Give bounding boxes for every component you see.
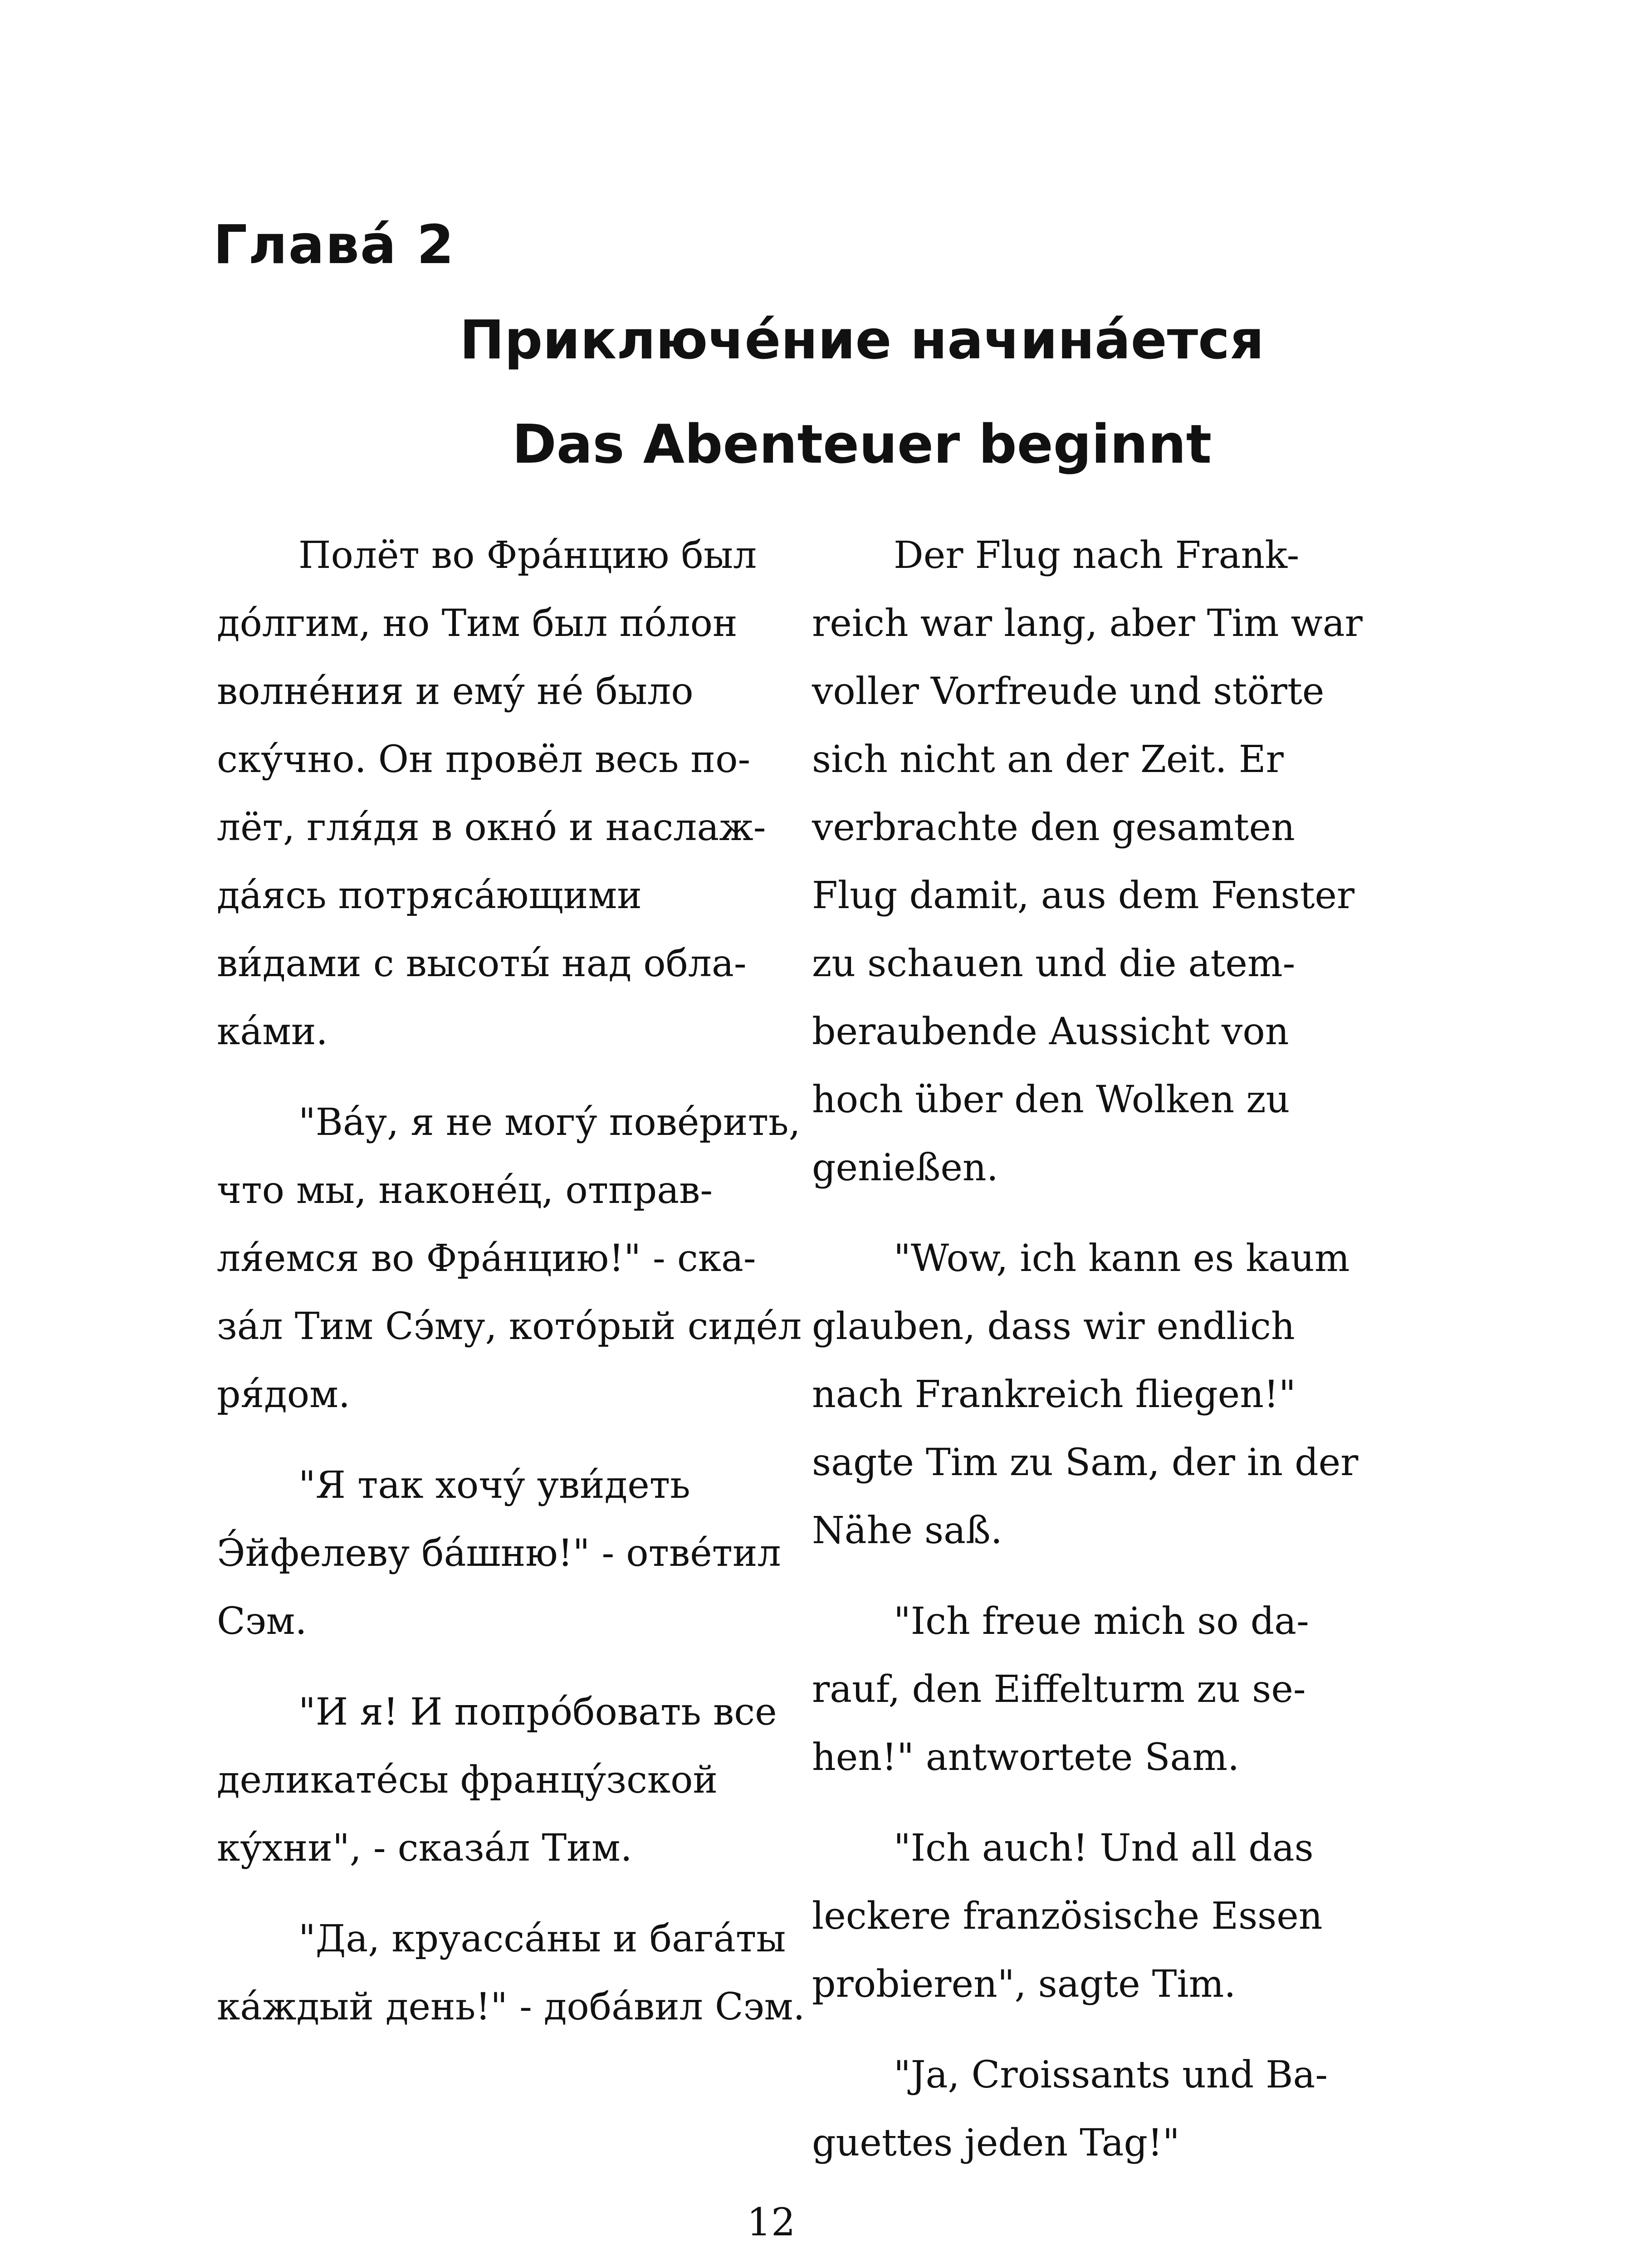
german-text-line: hoch über den Wolken zu bbox=[812, 1078, 1290, 1121]
german-text-line: rauf, den Eiffelturm zu se- bbox=[812, 1668, 1306, 1711]
russian-text-line: ску́чно. Он провёл весь по- bbox=[217, 738, 751, 781]
russian-text-line: Э́йфелеву ба́шню!" - отве́тил bbox=[217, 1532, 781, 1575]
german-paragraph bbox=[812, 522, 1363, 1202]
page-number: 12 bbox=[747, 2200, 796, 2244]
russian-text-line: ка́ждый день!" - доба́вил Сэм. bbox=[217, 1985, 805, 2028]
german-text-line: leckere französische Essen bbox=[812, 1895, 1323, 1938]
german-paragraph bbox=[812, 1225, 1359, 1565]
german-text-column bbox=[812, 522, 1363, 2200]
russian-text-line: Полёт во Фра́нцию был bbox=[298, 534, 757, 577]
russian-text-line: деликате́сы францу́зской bbox=[217, 1759, 718, 1802]
german-paragraph bbox=[812, 1588, 1347, 1792]
russian-text-line: ля́емся во Фра́нцию!" - ска- bbox=[217, 1237, 756, 1280]
german-paragraph bbox=[812, 1814, 1347, 2019]
german-text-line: probieren", sagte Tim. bbox=[812, 1963, 1236, 2006]
german-text-line: beraubende Aussicht von bbox=[812, 1010, 1289, 1053]
german-paragraph bbox=[812, 2041, 1347, 2177]
russian-text-line: за́л Тим Сэ́му, кото́рый сиде́л bbox=[217, 1305, 802, 1348]
russian-paragraph bbox=[217, 1905, 805, 2041]
german-text-line: "Ich freue mich so da- bbox=[894, 1600, 1309, 1643]
russian-paragraph bbox=[217, 1678, 793, 1882]
german-text-line: hen!" antwortete Sam. bbox=[812, 1736, 1240, 1779]
german-text-line: voller Vorfreude und störte bbox=[812, 670, 1325, 713]
russian-text-line: ку́хни", - сказа́л Тим. bbox=[217, 1827, 632, 1870]
russian-text-line: да́ясь потряса́ющими bbox=[217, 874, 642, 917]
russian-text-line: до́лгим, но Тим был по́лон bbox=[217, 602, 738, 645]
russian-text-line: "Ва́у, я не могу́ пове́рить, bbox=[298, 1101, 801, 1144]
german-text-line: genießen. bbox=[812, 1146, 998, 1189]
chapter-title-german: Das Abenteuer beginnt bbox=[512, 413, 1212, 475]
german-text-line: reich war lang, aber Tim war bbox=[812, 602, 1363, 645]
chapter-label: Глава́ 2 bbox=[213, 213, 455, 276]
russian-text-line: Сэм. bbox=[217, 1600, 307, 1643]
chapter-title-russian: Приключе́ние начина́ется bbox=[460, 308, 1264, 371]
german-text-line: glauben, dass wir endlich bbox=[812, 1305, 1295, 1348]
german-text-line: sich nicht an der Zeit. Er bbox=[812, 738, 1284, 781]
russian-text-line: ка́ми. bbox=[217, 1010, 328, 1053]
german-text-line: guettes jeden Tag!" bbox=[812, 2121, 1180, 2165]
german-text-line: "Ich auch! Und all das bbox=[894, 1827, 1314, 1870]
german-text-line: Nähe saß. bbox=[812, 1509, 1002, 1552]
russian-text-line: "Да, круасса́ны и бага́ты bbox=[298, 1917, 786, 1960]
russian-paragraph bbox=[217, 522, 793, 1066]
russian-text-line: что мы, наконе́ц, отправ- bbox=[217, 1169, 713, 1212]
german-text-line: Flug damit, aus dem Fenster bbox=[812, 874, 1355, 917]
russian-text-line: "Я так хочу́ уви́деть bbox=[298, 1464, 690, 1507]
russian-text-line: ря́дом. bbox=[217, 1373, 350, 1416]
russian-paragraph bbox=[217, 1089, 802, 1429]
russian-text-line: волне́ния и ему́ не́ было bbox=[217, 670, 694, 713]
german-text-line: verbrachte den gesamten bbox=[812, 806, 1295, 849]
german-text-line: Der Flug nach Frank- bbox=[894, 534, 1300, 577]
russian-text-line: "И я! И попро́бовать все bbox=[298, 1691, 777, 1734]
german-text-line: zu schauen und die atem- bbox=[812, 942, 1296, 985]
german-text-line: "Wow, ich kann es kaum bbox=[894, 1237, 1350, 1280]
russian-text-line: ви́дами с высоты́ над обла- bbox=[217, 942, 747, 985]
russian-paragraph bbox=[217, 1452, 793, 1656]
russian-text-column bbox=[217, 522, 805, 2064]
russian-text-line: лёт, гля́дя в окно́ и наслаж- bbox=[217, 806, 766, 849]
german-text-line: sagte Tim zu Sam, der in der bbox=[812, 1441, 1359, 1484]
german-text-line: "Ja, Croissants und Ba- bbox=[894, 2053, 1328, 2097]
german-text-line: nach Frankreich fliegen!" bbox=[812, 1373, 1296, 1416]
